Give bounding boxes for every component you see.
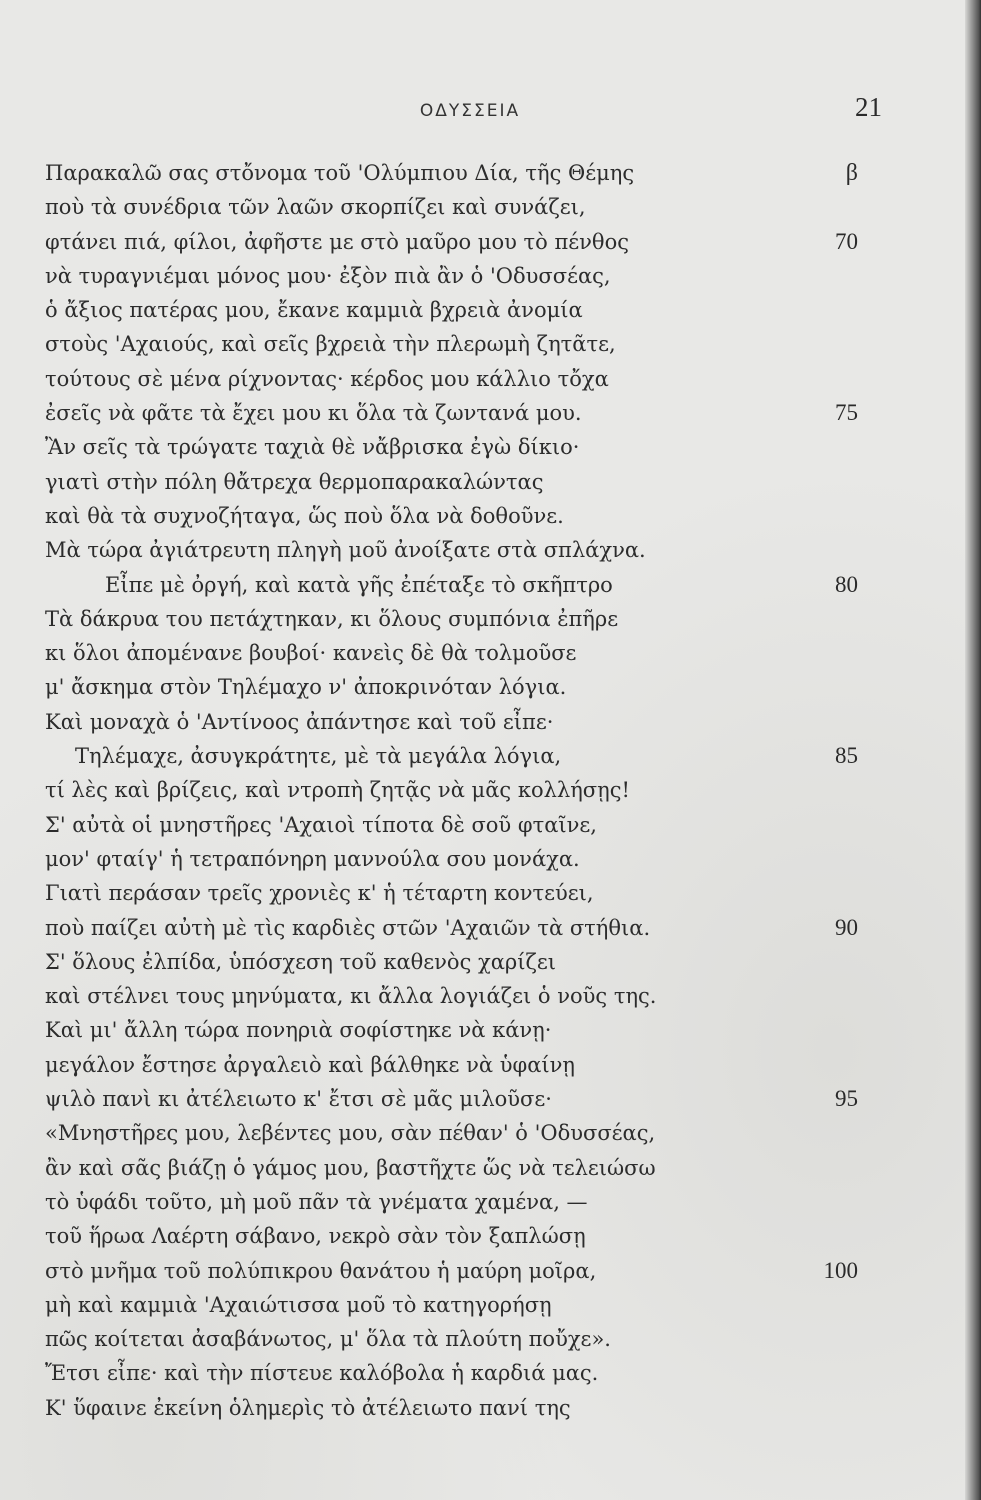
verse-text: μον' φταίγ' ἡ τετραπόνηρη μαννούλα σου μονάχα. <box>45 846 580 871</box>
verse-line <box>45 1151 945 1185</box>
verse-line <box>45 1048 945 1082</box>
verse-line <box>45 327 945 361</box>
verse-line <box>45 739 945 773</box>
verse-line <box>45 1254 945 1288</box>
verse-line <box>45 1288 945 1322</box>
verse-line <box>45 1391 945 1425</box>
verse-text: ποὺ παίζει αὐτὴ μὲ τὶς καρδιὲς στῶν 'Αχαιῶν τὰ στήθια. <box>45 915 651 940</box>
verse-text: ἂν καὶ σᾶς βιάζῃ ὁ γάμος μου, βαστῆχτε ὥς νὰ τελειώσω <box>45 1155 656 1180</box>
verse-text: καὶ θὰ τὰ συχνοζήταγα, ὥς ποὺ ὅλα νὰ δοθοῦνε. <box>45 503 564 528</box>
verse-line <box>45 808 945 842</box>
verse-text: Τὰ δάκρυα του πετάχτηκαν, κι ὅλους συμπόνια ἐπῆρε <box>45 606 619 631</box>
verse-text: Κ' ὕφαινε ἐκείνη ὁλημερὶς τὸ ἀτέλειωτο πανί της <box>45 1395 571 1420</box>
verse-line <box>45 773 945 807</box>
line-number: 85 <box>835 743 858 769</box>
line-number: 90 <box>835 914 858 940</box>
verse-line <box>45 1082 945 1116</box>
verse-text: ἐσεῖς νὰ φᾶτε τὰ ἔχει μου κι ὅλα τὰ ζωντανά μου. <box>45 401 582 426</box>
verse-line <box>45 1013 945 1047</box>
verse-text: γιατὶ στὴν πόλη θἄτρεχα θερμοπαρακαλώντας <box>45 469 544 494</box>
verse-line <box>45 1116 945 1150</box>
verse-text: τὸ ὑφάδι τοῦτο, μὴ μοῦ πᾶν τὰ γνέματα χαμένα, — <box>45 1189 588 1214</box>
verse-text: τούτους σὲ μένα ρίχνοντας· κέρδος μου κάλλιο τὄχα <box>45 366 609 391</box>
verse-text: Μὰ τώρα ἀγιάτρευτη πληγὴ μοῦ ἀνοίξατε στὰ σπλάχνα. <box>45 538 646 563</box>
verse-line <box>45 979 945 1013</box>
line-number: 75 <box>835 400 858 426</box>
line-number: 80 <box>835 571 858 597</box>
verse-line <box>45 1185 945 1219</box>
verse-text: μεγάλον ἔστησε ἀργαλειὸ καὶ βάλθηκε νὰ ὑφαίνῃ <box>45 1052 575 1077</box>
book-marker: β <box>845 160 858 186</box>
verse-line <box>45 396 945 430</box>
verse-text: Σ' αὐτὰ οἱ μνηστῆρες 'Αχαιοὶ τίποτα δὲ σοῦ φταῖνε, <box>45 812 597 837</box>
verse-line <box>45 362 945 396</box>
verse-text: πῶς κοίτεται ἀσαβάνωτος, μ' ὅλα τὰ πλούτη ποὔχε». <box>45 1327 611 1352</box>
verse-text: Εἶπε μὲ ὀργή, καὶ κατὰ γῆς ἐπέταξε τὸ σκῆπτρο <box>105 572 613 597</box>
verse-text: ψιλὸ πανὶ κι ἀτέλειωτο κ' ἔτσι σὲ μᾶς μιλοῦσε· <box>45 1087 552 1112</box>
verse-text: Γιατὶ περάσαν τρεῖς χρονιὲς κ' ἡ τέταρτη κοντεύει, <box>45 881 594 906</box>
line-number: 70 <box>835 228 858 254</box>
verse-line <box>45 945 945 979</box>
verse-text: καὶ στέλνει τους μηνύματα, κι ἄλλα λογιάζει ὁ νοῦς της. <box>45 984 657 1009</box>
verse-text: κι ὅλοι ἀπομένανε βουβοί· κανεὶς δὲ θὰ τολμοῦσε <box>45 641 577 666</box>
verse-line <box>45 499 945 533</box>
line-number: 100 <box>823 1257 858 1283</box>
verse-text: στὸ μνῆμα τοῦ πολύπικρου θανάτου ἡ μαύρη μοῖρα, <box>45 1258 597 1283</box>
verse-line <box>45 1322 945 1356</box>
verse-text: τί λὲς καὶ βρίζεις, καὶ ντροπὴ ζητᾷς νὰ μᾶς κολλήσῃς! <box>45 778 630 803</box>
verse-text: Καὶ μοναχὰ ὁ 'Αντίνοος ἀπάντησε καὶ τοῦ εἶπε· <box>45 709 554 734</box>
page-number: 21 <box>855 92 882 122</box>
verse-text: Καὶ μι' ἄλλη τώρα πονηριὰ σοφίστηκε νὰ κάνῃ· <box>45 1018 552 1043</box>
running-header: ΟΔΥΣΣΕΙΑ <box>419 101 521 121</box>
verse-line <box>45 636 945 670</box>
verse-line <box>45 602 945 636</box>
verse-line <box>45 705 945 739</box>
verse-line <box>45 190 945 224</box>
verse-text: Τηλέμαχε, ἀσυγκράτητε, μὲ τὰ μεγάλα λόγια, <box>75 744 562 769</box>
verse-text: Παρακαλῶ σας στὄνομα τοῦ 'Ολύμπιου Δία, τῆς Θέμης <box>45 161 635 185</box>
verse-text: μ' ἄσκημα στὸν Τηλέμαχο ν' ἀποκρινόταν λόγια. <box>45 675 567 700</box>
verse-text: ποὺ τὰ συνέδρια τῶν λαῶν σκορπίζει καὶ συνάζει, <box>45 195 586 220</box>
verse-line <box>45 568 945 602</box>
verse-line <box>45 670 945 704</box>
verse-line <box>45 293 945 327</box>
verse-text: φτάνει πιά, φίλοι, ἀφῆστε με στὸ μαῦρο μου τὸ πένθος <box>45 229 629 254</box>
verse-text: Ἔτσι εἶπε· καὶ τὴν πίστευε καλόβολα ἡ καρδιά μας. <box>45 1361 599 1386</box>
verse-text: στοὺς 'Αχαιούς, καὶ σεῖς βχρειὰ τὴν πλερωμὴ ζητᾶτε, <box>45 332 616 357</box>
verse-text: ὁ ἄξιος πατέρας μου, ἔκανε καμμιὰ βχρειὰ ἀνομία <box>45 298 583 323</box>
verse-text: τοῦ ἥρωα Λαέρτη σάβανο, νεκρὸ σὰν τὸν ξαπλώσῃ <box>45 1224 586 1249</box>
verse-line <box>45 430 945 464</box>
verse-line <box>45 533 945 567</box>
page-edge-shadow <box>965 0 981 1500</box>
verse-line <box>45 876 945 910</box>
verse-line <box>45 1356 945 1390</box>
verse-text: Ἂν σεῖς τὰ τρώγατε ταχιὰ θὲ νἄβρισκα ἐγὼ δίκιο· <box>45 435 580 460</box>
verse-line <box>45 842 945 876</box>
line-number: 95 <box>835 1086 858 1112</box>
verse-text: νὰ τυραγνιέμαι μόνος μου· ἐξὸν πιὰ ἂν ὁ 'Οδυσσέας, <box>45 263 611 288</box>
verse-line <box>45 259 945 293</box>
poem-text <box>45 156 945 1425</box>
verse-line <box>45 225 945 259</box>
verse-text: Σ' ὅλους ἐλπίδα, ὑπόσχεση τοῦ καθενὸς χαρίζει <box>45 949 556 974</box>
verse-text: μὴ καὶ καμμιὰ 'Αχαιώτισσα μοῦ τὸ κατηγορήσῃ <box>45 1292 552 1317</box>
verse-text: «Μνηστῆρες μου, λεβέντες μου, σὰν πέθαν' ὁ 'Οδυσσέας, <box>45 1121 656 1146</box>
verse-line <box>45 156 945 190</box>
verse-line <box>45 1219 945 1253</box>
verse-line <box>45 911 945 945</box>
verse-line <box>45 465 945 499</box>
